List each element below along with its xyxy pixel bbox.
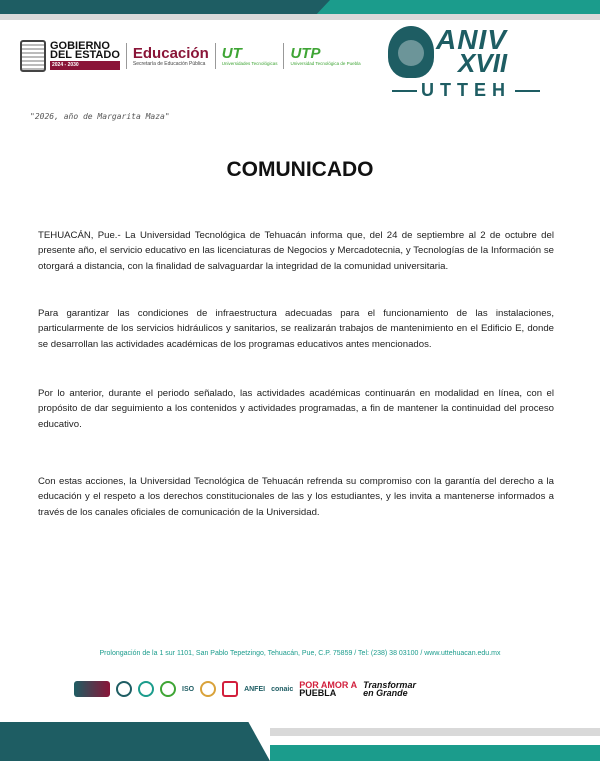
bottom-accent-bar [270, 745, 600, 761]
transformar-logo: Transformar en Grande [363, 680, 416, 698]
bottom-gray-bar [270, 728, 600, 736]
gobierno-line2: DEL ESTADO [50, 49, 120, 61]
institution-logos [20, 38, 361, 74]
iso-logo: ISO [182, 685, 195, 693]
educacion-subtitle: Secretaría de Educación Pública [132, 60, 206, 67]
gobierno-years: 2024 - 2030 [50, 61, 120, 70]
divider [283, 43, 284, 69]
partner-shield-icon [222, 681, 238, 697]
partner-seal-icon [200, 681, 216, 697]
aniv-name: UTTEH [421, 80, 511, 100]
gobierno-line1: GOBIERNO [50, 40, 110, 52]
paragraph: Con estas acciones, la Universidad Tecnológica de Tehuacán refrenda su compromiso con la garantía del derecho a la educación y el respeto a los derechos constitucionales de las y los estudiantes, y les invita a mantenerse informados a través de los canales oficiales de comunicación de la Universidad. [38, 475, 554, 518]
footer-address: Prolongación de la 1 sur 1101, San Pablo Tepetzingo, Tehuacán, Pue, C.P. 75859 / Tel: (238) 38 03100 / www.uttehuacan.edu.mx [99, 650, 501, 657]
partner-logo [74, 681, 110, 697]
paragraph: Para garantizar las condiciones de infraestructura adecuadas para el funcionamiento de las instalaciones, particularmente de los servicios hidráulicos y sanitarios, se realizarán trabajos de mantenimiento en el Edificio E, donde se desarrollan las actividades académicas de los programas educativos antes mencionados. [38, 307, 554, 350]
conaic-logo: conaic [271, 685, 294, 693]
mascot-head-icon [388, 26, 434, 78]
gobierno-logo [20, 40, 120, 72]
aniv-roman: XVII [458, 48, 508, 78]
document-title: COMUNICADO [226, 158, 374, 181]
divider [126, 43, 127, 69]
educacion-title: Educación [132, 44, 209, 62]
utp-logo [290, 44, 361, 66]
partner-seal-icon [116, 681, 132, 697]
paragraph: Por lo anterior, durante el periodo señalado, las actividades académicas continuarán en modalidad en línea, con el propósito de dar seguimiento a los contenidos y actividades programadas, a fin de mantener la continuidad del proceso educativo. [38, 387, 554, 430]
utp-mark: UTP [290, 44, 321, 62]
ut-mark: UT [221, 44, 242, 62]
year-motto: "2026, año de Margarita Maza" [30, 112, 170, 121]
anniversary-logo [388, 22, 548, 100]
line-decoration [515, 90, 540, 92]
partner-seal-icon [160, 681, 176, 697]
educacion-logo [133, 46, 209, 67]
top-dark-bar [0, 0, 330, 14]
ut-logo [221, 44, 278, 66]
bottom-dark-bar [0, 722, 270, 761]
state-seal-icon [20, 40, 46, 72]
paragraph: TEHUACÁN, Pue.- La Universidad Tecnológica de Tehuacán informa que, del 24 de septiembre al 2 de octubre del presente año, el servicio educativo en las licenciaturas de Negocios y Mercadotecnia, y Tecnologías de la Información se otorgará a distancia, con la finalidad de salvaguardar la integridad de la comunidad universitaria. [38, 229, 554, 272]
top-gray-bar [0, 14, 600, 20]
puebla-logo: POR AMOR A PUEBLA [299, 680, 358, 698]
divider [215, 43, 216, 69]
aniv-text: ANIV [436, 24, 507, 55]
line-decoration [392, 90, 417, 92]
partner-seal-icon [138, 681, 154, 697]
ut-subtitle: Universidades Tecnológicas [221, 60, 278, 66]
anfei-logo: ANFEI [244, 685, 266, 693]
partner-logos [74, 678, 534, 700]
utp-subtitle: Universidad Tecnológica de Puebla [290, 60, 361, 66]
